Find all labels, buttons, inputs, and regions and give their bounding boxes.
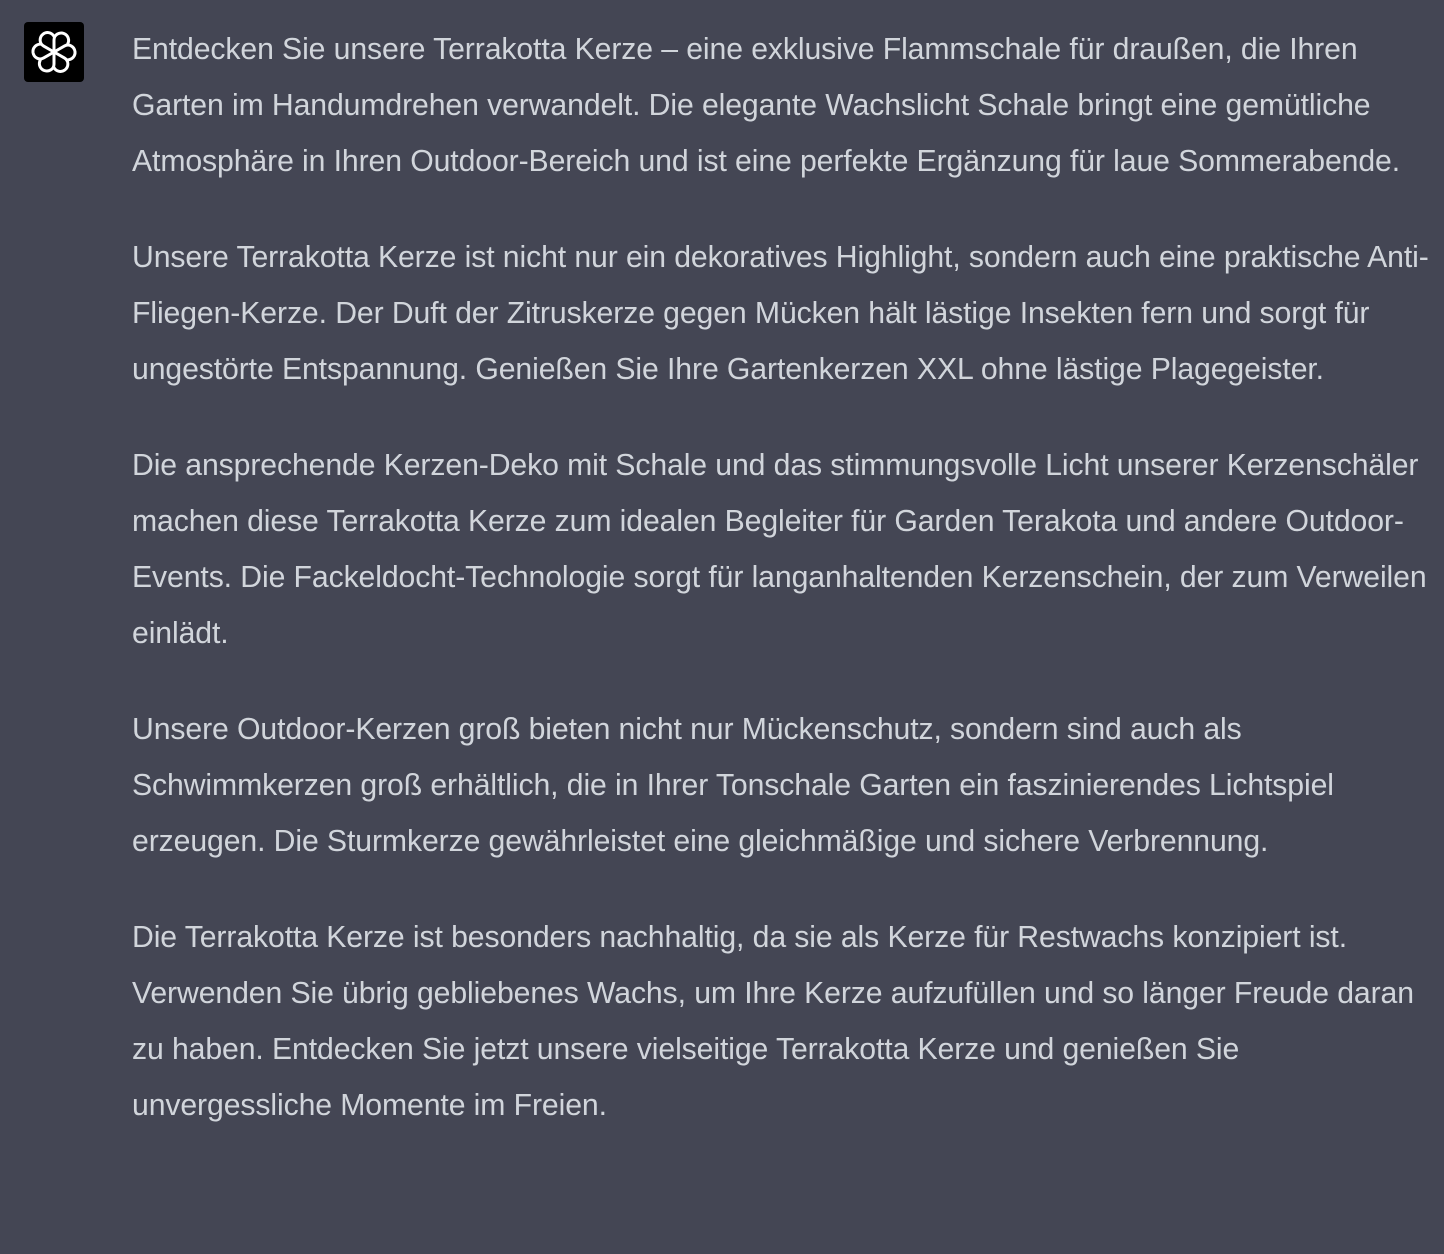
- message-paragraph: Unsere Terrakotta Kerze ist nicht nur ein dekoratives Highlight, sondern auch eine praktische Anti-Fliegen-Kerze. Der Duft der Zitruskerze gegen Mücken hält lästige Insekten fern und sorgt für ungestörte Entspannung. Genießen Sie Ihre Gartenkerzen XXL ohne lästige Plagegeister.: [132, 241, 1429, 386]
- message-paragraph: Unsere Outdoor-Kerzen groß bieten nicht nur Mückenschutz, sondern sind auch als Schwimmkerzen groß erhältlich, die in Ihrer Tonschale Garten ein faszinierendes Lichtspiel erzeugen. Die Sturmkerze gewährleistet eine gleichmäßige und sichere Verbrennung.: [132, 713, 1334, 858]
- message-paragraph: Entdecken Sie unsere Terrakotta Kerze – eine exklusive Flammschale für draußen, die Ihren Garten im Handumdrehen verwandelt. Die elegante Wachslicht Schale bringt eine gemütliche Atmosphäre in Ihren Outdoor-Bereich und ist eine perfekte Ergänzung für laue Sommerabende.: [132, 33, 1400, 178]
- openai-logo-icon: [31, 29, 77, 75]
- assistant-avatar: [24, 22, 84, 82]
- message-paragraph: Die ansprechende Kerzen-Deko mit Schale und das stimmungsvolle Licht unserer Kerzenschäler machen diese Terrakotta Kerze zum idealen Begleiter für Garden Terakota und andere Outdoor-Events. Die Fackeldocht-Technologie sorgt für langanhaltenden Kerzenschein, der zum Verweilen einlädt.: [132, 449, 1427, 650]
- message-paragraph: Die Terrakotta Kerze ist besonders nachhaltig, da sie als Kerze für Restwachs konzipiert ist. Verwenden Sie übrig gebliebenes Wachs, um Ihre Kerze aufzufüllen und so länger Freude daran zu haben. Entdecken Sie jetzt unsere vielseitige Terrakotta Kerze und genießen Sie unvergessliche Momente im Freien.: [132, 921, 1414, 1122]
- assistant-message-text: [132, 22, 1442, 1134]
